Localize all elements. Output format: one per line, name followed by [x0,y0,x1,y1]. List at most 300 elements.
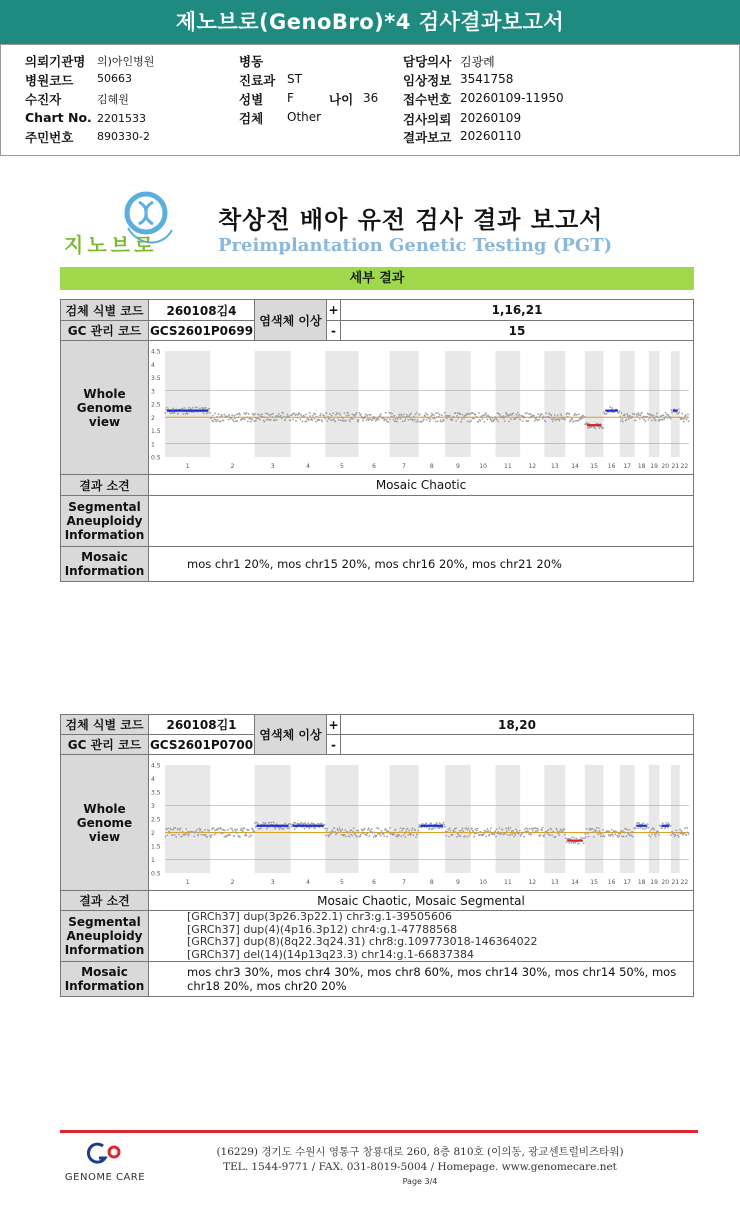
data-point [344,829,346,831]
data-point [351,835,353,837]
data-point [502,829,504,831]
data-point [411,829,413,831]
data-point [578,413,580,415]
test-request-value: 20260109 [460,111,522,125]
data-point [326,412,328,414]
data-point [393,833,395,835]
x-tick-label: 15 [590,463,598,470]
data-point [364,417,366,419]
data-point [370,414,372,416]
data-point [439,414,441,416]
data-point [304,416,306,418]
x-tick-label: 22 [680,463,689,470]
data-point [289,827,291,829]
data-point [314,418,316,420]
data-point [172,829,174,831]
data-point [638,827,640,829]
data-point [177,413,179,415]
data-point [352,418,354,420]
gain-sign: + [327,300,341,321]
data-point [593,836,595,838]
data-point [653,415,655,417]
data-point [316,416,318,418]
data-point [415,421,417,423]
data-point [339,414,341,416]
data-point [464,835,466,837]
data-point [349,421,351,423]
data-point [414,413,416,415]
data-point [400,835,402,837]
data-point [559,831,561,833]
chromosome-band [255,351,291,457]
data-point [485,836,487,838]
y-tick-label: 1.5 [151,843,161,851]
data-point [558,420,560,422]
data-point [645,420,647,422]
mosaic-value: mos chr3 30%, mos chr4 30%, mos chr8 60%, mos chr14 30%, mos chr14 50%, mos chr18 20%, mos chr20 20% [187,965,677,993]
data-point [457,417,459,419]
data-point [357,421,359,423]
data-point [653,829,655,831]
data-point [529,828,531,830]
data-point [455,412,457,414]
result-label: 결과 소견 [61,475,149,496]
data-point [365,413,367,415]
data-point [227,415,229,417]
data-point [678,408,680,410]
data-point [410,833,412,835]
data-point [319,415,321,417]
data-point [655,835,657,837]
data-point [682,834,684,836]
data-point [238,416,240,418]
data-point [334,831,336,833]
data-point [395,418,397,420]
data-point [568,842,570,844]
data-point [453,829,455,831]
collector-value: 김혜원 [97,93,129,106]
x-tick-label: 15 [590,879,598,886]
data-point [461,418,463,420]
data-point [447,831,449,833]
data-point [509,834,511,836]
data-point [647,413,649,415]
data-point [311,419,313,421]
segmental-line: [GRCh37] dup(4)(4p16.3p12) chr4:g.1-47788568 [187,922,458,936]
data-point [281,417,283,419]
data-point [476,830,478,832]
x-tick-label: 14 [571,879,579,886]
data-point [687,414,689,416]
data-point [407,828,409,830]
data-point [344,412,346,414]
loss-chromosomes [341,735,693,755]
data-point [196,829,198,831]
data-point [306,420,308,422]
data-point [246,412,248,414]
y-tick-label: 2.5 [151,816,161,824]
data-point [658,832,660,834]
data-point [685,414,687,416]
data-point [405,830,407,832]
data-point [440,419,442,421]
x-tick-label: 22 [680,879,689,886]
data-point [408,416,410,418]
x-tick-label: 14 [571,463,579,470]
data-point [529,417,531,419]
data-point [207,412,209,414]
data-point [662,822,664,824]
data-point [665,822,667,824]
data-point [463,417,465,419]
data-point [591,426,593,428]
data-point [391,413,393,415]
data-point [224,830,226,832]
data-point [401,415,403,417]
data-point [495,836,497,838]
data-point [393,419,395,421]
data-point [580,837,582,839]
genome-plot [149,341,693,475]
data-point [641,412,643,414]
data-point [373,836,375,838]
data-point [379,415,381,417]
result-label: 결과 소견 [61,891,149,911]
data-point [657,416,659,418]
data-point [166,407,168,409]
data-point [362,420,364,422]
data-point [409,414,411,416]
data-point [599,427,601,429]
data-point [244,418,246,420]
data-point [211,834,213,836]
data-point [611,829,613,831]
data-point [599,830,601,832]
x-tick-label: 10 [479,463,488,470]
data-point [222,832,224,834]
data-point [228,419,230,421]
data-point [517,412,519,414]
data-point [681,413,683,415]
data-point [216,416,218,418]
data-point [565,837,567,839]
data-point [417,834,419,836]
data-point [412,834,414,836]
data-point [182,413,184,415]
x-tick-label: 1 [185,879,190,886]
data-point [571,418,573,420]
data-point [266,828,268,830]
data-point [461,829,463,831]
data-point [417,421,419,423]
data-point [386,836,388,838]
data-point [578,843,580,845]
data-point [167,827,169,829]
data-point [312,415,314,417]
data-point [221,415,223,417]
x-tick-label: 17 [623,463,631,470]
data-point [554,414,556,416]
data-point [583,842,585,844]
data-point [331,832,333,834]
data-point [336,832,338,834]
data-point [389,827,391,829]
data-point [559,418,561,420]
data-point [683,833,685,835]
x-tick-label: 20 [661,879,670,886]
data-point [426,419,428,421]
data-point [271,416,273,418]
y-tick-label: 0.5 [151,870,161,878]
data-point [192,407,194,409]
data-point [297,414,299,416]
data-point [468,835,470,837]
segmental-value [149,911,693,962]
data-point [368,835,370,837]
data-point [622,830,624,832]
data-point [182,407,184,409]
specimen-label: 검체 [239,111,264,126]
data-point [227,829,229,831]
data-point [462,831,464,833]
x-tick-label: 19 [650,463,658,470]
data-point [676,832,678,834]
data-point [433,414,435,416]
data-point [206,836,208,838]
data-point [508,420,510,422]
data-point [419,413,421,415]
data-point [482,418,484,420]
data-point [619,410,621,412]
data-point [332,831,334,833]
data-point [510,418,512,420]
data-point [357,830,359,832]
data-point [647,419,649,421]
data-point [622,421,624,423]
loss-chromosomes: 15 [341,321,693,341]
data-point [436,822,438,824]
data-point [656,412,658,414]
data-point [598,827,600,829]
x-tick-label: 18 [637,879,646,886]
data-point [479,831,481,833]
data-point [531,416,533,418]
data-point [619,416,621,418]
data-point [259,419,261,421]
data-point [368,419,370,421]
data-point [262,416,264,418]
data-point [624,414,626,416]
data-point [307,822,309,824]
data-point [332,412,334,414]
data-point [395,828,397,830]
data-point [366,419,368,421]
x-tick-label: 3 [270,879,275,886]
data-point [573,837,575,839]
data-point [523,836,525,838]
chromosome-band [165,351,210,457]
data-point [629,415,631,417]
x-tick-label: 1 [185,463,190,470]
x-tick-label: 21 [671,879,680,886]
data-point [182,831,184,833]
data-point [537,413,539,415]
data-point [636,415,638,417]
footer-brand: GENOME CARE [64,1172,146,1183]
data-point [678,836,680,838]
data-point [489,830,491,832]
data-point [651,420,653,422]
data-point [568,413,570,415]
data-point [246,835,248,837]
data-point [314,828,316,830]
data-point [274,828,276,830]
data-point [483,832,485,834]
y-tick-label: 0.5 [151,454,161,462]
mosaic-value: mos chr1 20%, mos chr15 20%, mos chr16 20%, mos chr21 20% [187,557,562,571]
data-point [532,830,534,832]
gc-code-value: GCS2601P0699 [149,321,255,341]
data-point [341,829,343,831]
data-point [614,833,616,835]
data-point [566,841,568,843]
data-point [609,831,611,833]
data-point [211,417,213,419]
data-point [217,419,219,421]
data-point [544,834,546,836]
data-point [490,419,492,421]
data-point [496,419,498,421]
data-point [558,834,560,836]
data-point [253,831,255,833]
data-point [374,417,376,419]
data-point [574,413,576,415]
data-point [234,418,236,420]
data-point [473,418,475,420]
data-point [359,412,361,414]
x-tick-label: 13 [551,879,559,886]
data-point [403,828,405,830]
data-point [560,415,562,417]
data-point [644,828,646,830]
data-point [324,418,326,420]
data-point [325,835,327,837]
chromosome-band [496,351,521,457]
data-point [518,414,520,416]
data-point [643,419,645,421]
data-point [494,833,496,835]
data-point [444,826,446,828]
data-point [527,420,529,422]
chromosome-band [325,351,358,457]
data-point [515,418,517,420]
data-point [618,412,620,414]
data-point [519,830,521,832]
abnormal-label: 염색체 이상 [255,715,327,755]
data-point [552,420,554,422]
x-tick-label: 5 [340,463,344,470]
data-point [319,419,321,421]
x-tick-label: 21 [671,463,680,470]
data-point [479,420,481,422]
data-point [309,412,311,414]
data-point [490,827,492,829]
data-point [233,415,235,417]
data-point [632,836,634,838]
x-tick-label: 11 [504,463,512,470]
data-point [487,828,489,830]
data-point [506,830,508,832]
data-point [393,415,395,417]
data-point [473,836,475,838]
x-tick-label: 4 [306,879,310,886]
data-point [309,415,311,417]
data-point [228,414,230,416]
data-point [630,835,632,837]
data-point [564,419,566,421]
data-point [401,830,403,832]
chromosome-band [390,351,419,457]
data-point [684,827,686,829]
data-point [219,416,221,418]
data-point [256,822,258,824]
data-point [620,420,622,422]
data-point [527,831,529,833]
data-point [485,412,487,414]
data-point [655,833,657,835]
x-tick-label: 18 [637,463,646,470]
data-point [178,834,180,836]
data-point [619,835,621,837]
data-point [460,832,462,834]
data-point [347,832,349,834]
data-point [537,829,539,831]
data-point [520,419,522,421]
data-point [425,822,427,824]
data-point [273,822,275,824]
data-point [210,836,212,838]
data-point [379,833,381,835]
data-point [460,421,462,423]
y-tick-label: 1 [151,441,155,449]
x-tick-label: 11 [504,879,512,886]
data-point [448,836,450,838]
data-point [300,414,302,416]
data-point [362,832,364,834]
mosaic-label: Mosaic Information [61,547,149,581]
data-point [476,416,478,418]
data-point [314,413,316,415]
age-label: 나이 [329,92,354,107]
data-point [496,828,498,830]
data-point [484,414,486,416]
data-point [499,827,501,829]
data-point [232,830,234,832]
data-point [491,417,493,419]
data-point [435,412,437,414]
data-point [248,836,250,838]
data-point [616,831,618,833]
data-point [297,417,299,419]
data-point [187,835,189,837]
patient-info-panel [0,44,740,156]
data-point [270,419,272,421]
data-point [475,414,477,416]
x-tick-label: 16 [607,463,616,470]
data-point [588,836,590,838]
data-point [351,829,353,831]
data-point [209,412,211,414]
